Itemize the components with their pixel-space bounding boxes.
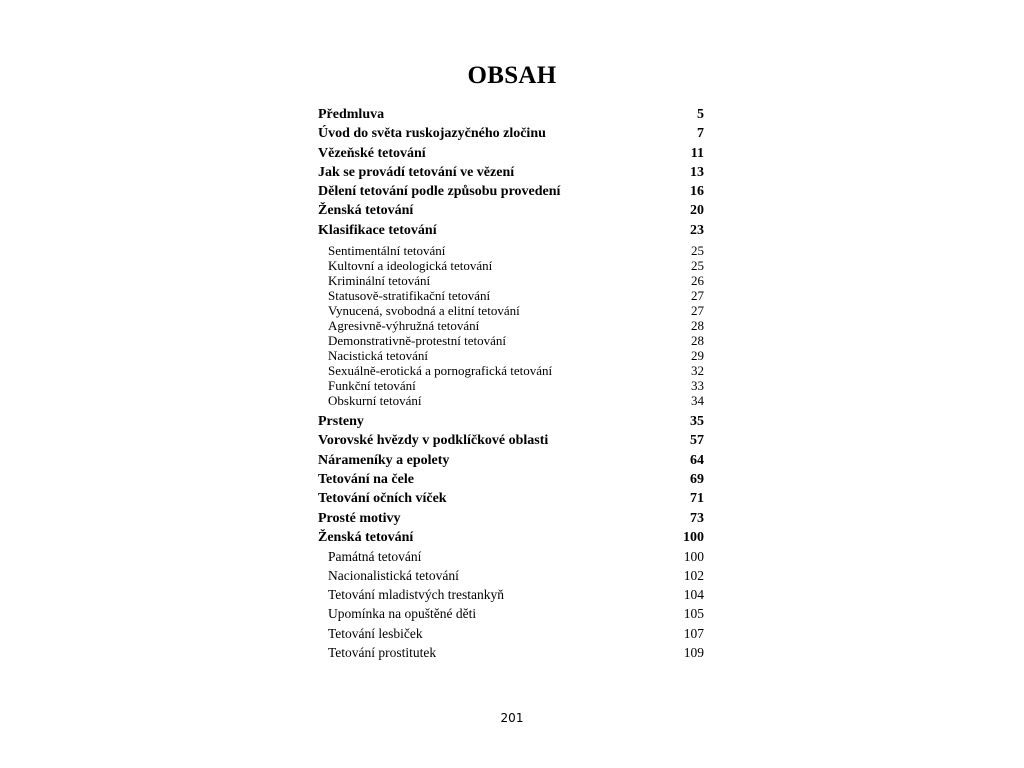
toc-entry-label: Obskurní tetování: [328, 393, 422, 409]
toc-entry-page-number: 27: [691, 288, 704, 304]
toc-entry-page-number: 26: [691, 273, 704, 289]
toc-entry-page-number: 69: [690, 471, 704, 487]
toc-entry-page-number: 28: [691, 333, 704, 349]
toc-women-subsection: [318, 547, 704, 662]
toc-entry-page-number: 28: [691, 318, 704, 334]
toc-entry: [318, 144, 704, 163]
toc-entry-label: Tetování lesbiček: [328, 625, 423, 641]
toc-entry: [318, 201, 704, 220]
toc-entry-page-number: 73: [690, 510, 704, 526]
toc-main-section: [318, 105, 704, 240]
toc-entry-page-number: 57: [690, 433, 704, 449]
toc-subentry: [318, 363, 704, 378]
toc-entry-label: Upomínka na opuštěné děti: [328, 606, 477, 622]
toc-entry-label: Vynucená, svobodná a elitní tetování: [328, 303, 520, 319]
toc-entry-label: Klasifikace tetování: [318, 222, 437, 238]
toc-entry-label: Tetování prostitutek: [328, 644, 437, 660]
toc-subentry: [318, 258, 704, 273]
toc-classification-subsection: [318, 240, 704, 412]
toc-main-section-2: [318, 412, 704, 547]
toc-entry-page-number: 5: [697, 107, 704, 122]
toc-entry-label: Úvod do světa ruskojazyčného zločinu: [318, 126, 546, 142]
toc-entry-label: Vězeňské tetování: [318, 145, 426, 161]
toc-entry-label: Agresivně-výhružná tetování: [328, 318, 480, 334]
toc-entry: [318, 182, 704, 201]
toc-entry-page-number: 25: [691, 243, 704, 259]
toc-entry-page-number: 109: [683, 644, 704, 660]
toc-subentry: [318, 318, 704, 333]
toc-entry-label: Tetování očních víček: [318, 491, 447, 507]
toc-entry-label: Dělení tetování podle způsobu provedení: [318, 184, 561, 200]
toc-entry-label: Předmluva: [318, 107, 385, 122]
toc-entry-page-number: 71: [690, 491, 704, 507]
toc-entry-label: Památná tetování: [328, 549, 422, 565]
toc-entry-label: Kultovní a ideologická tetování: [328, 258, 493, 274]
toc-entry-page-number: 27: [691, 303, 704, 319]
page-number: 201: [500, 711, 524, 725]
toc-entry-label: Tetování na čele: [318, 471, 414, 487]
toc-entry-label: Statusově-stratifikační tetování: [328, 288, 491, 304]
toc-entry: [318, 470, 704, 489]
toc-subentry: [318, 393, 704, 408]
toc-entry-page-number: 64: [690, 452, 704, 468]
toc-entry-label: Nacistická tetování: [328, 348, 428, 364]
toc-entry-label: Sentimentální tetování: [328, 243, 446, 259]
toc-entry: [318, 489, 704, 508]
toc-subentry: [318, 624, 704, 643]
toc-entry-page-number: 100: [683, 529, 704, 545]
toc-entry: [318, 528, 704, 547]
toc-entry-label: Ženská tetování: [318, 529, 414, 545]
toc-subentry: [318, 273, 704, 288]
toc-subentry: [318, 378, 704, 393]
toc-entry: [318, 451, 704, 470]
toc-entry: [318, 105, 704, 124]
toc-entry-page-number: 35: [690, 414, 704, 430]
toc-entry-page-number: 102: [683, 568, 704, 584]
toc-entry-label: Nárameníky a epolety: [318, 452, 450, 468]
toc-entry-page-number: 20: [690, 203, 704, 219]
toc-entry: [318, 124, 704, 143]
toc-entry: [318, 509, 704, 528]
toc-subentry: [318, 604, 704, 623]
toc-entry-page-number: 107: [683, 625, 704, 641]
toc-entry-label: Funkční tetování: [328, 378, 416, 394]
toc-entry-page-number: 11: [690, 145, 704, 161]
toc-entry-page-number: 13: [690, 164, 704, 180]
toc-entry-page-number: 34: [691, 393, 704, 409]
toc-entry: [318, 412, 704, 431]
toc-subentry: [318, 333, 704, 348]
toc-subentry: [318, 585, 704, 604]
toc-entry-page-number: 29: [691, 348, 704, 364]
toc-entry: [318, 221, 704, 240]
toc-entry-page-number: 32: [691, 363, 704, 379]
toc-entry: [318, 431, 704, 450]
toc-entry-label: Jak se provádí tetování ve vězení: [318, 164, 515, 180]
toc-entry-page-number: 16: [690, 184, 704, 200]
toc-entry-label: Sexuálně-erotická a pornografická tetování: [328, 363, 553, 379]
toc-subentry: [318, 303, 704, 318]
toc-entry-label: Tetování mladistvých trestankyň: [328, 587, 505, 603]
toc-entry-page-number: 25: [691, 258, 704, 274]
toc-subentry: [318, 643, 704, 662]
toc-subentry: [318, 348, 704, 363]
page-title: OBSAH: [467, 62, 557, 89]
toc-entry-label: Nacionalistická tetování: [328, 568, 459, 584]
toc-entry-label: Ženská tetování: [318, 203, 414, 219]
toc-entry-page-number: 33: [691, 378, 704, 394]
toc-subentry: [318, 243, 704, 258]
toc-entry-page-number: 105: [683, 606, 704, 622]
toc-entry-page-number: 23: [690, 222, 704, 238]
toc-subentry: [318, 547, 704, 566]
toc-entry-label: Vorovské hvězdy v podklíčkové oblasti: [318, 433, 549, 449]
toc-entry-label: Prosté motivy: [318, 510, 401, 526]
toc-entry-page-number: 104: [683, 587, 704, 603]
toc-subentry: [318, 288, 704, 303]
toc-entry-label: Prsteny: [318, 414, 364, 430]
toc-entry-label: Demonstrativně-protestní tetování: [328, 333, 506, 349]
toc-entry-page-number: 7: [697, 126, 704, 142]
toc-entry-page-number: 100: [683, 549, 704, 565]
toc-subentry: [318, 566, 704, 585]
toc-entry-label: Kriminální tetování: [328, 273, 431, 289]
toc-entry: [318, 163, 704, 182]
table-of-contents: [318, 105, 704, 662]
